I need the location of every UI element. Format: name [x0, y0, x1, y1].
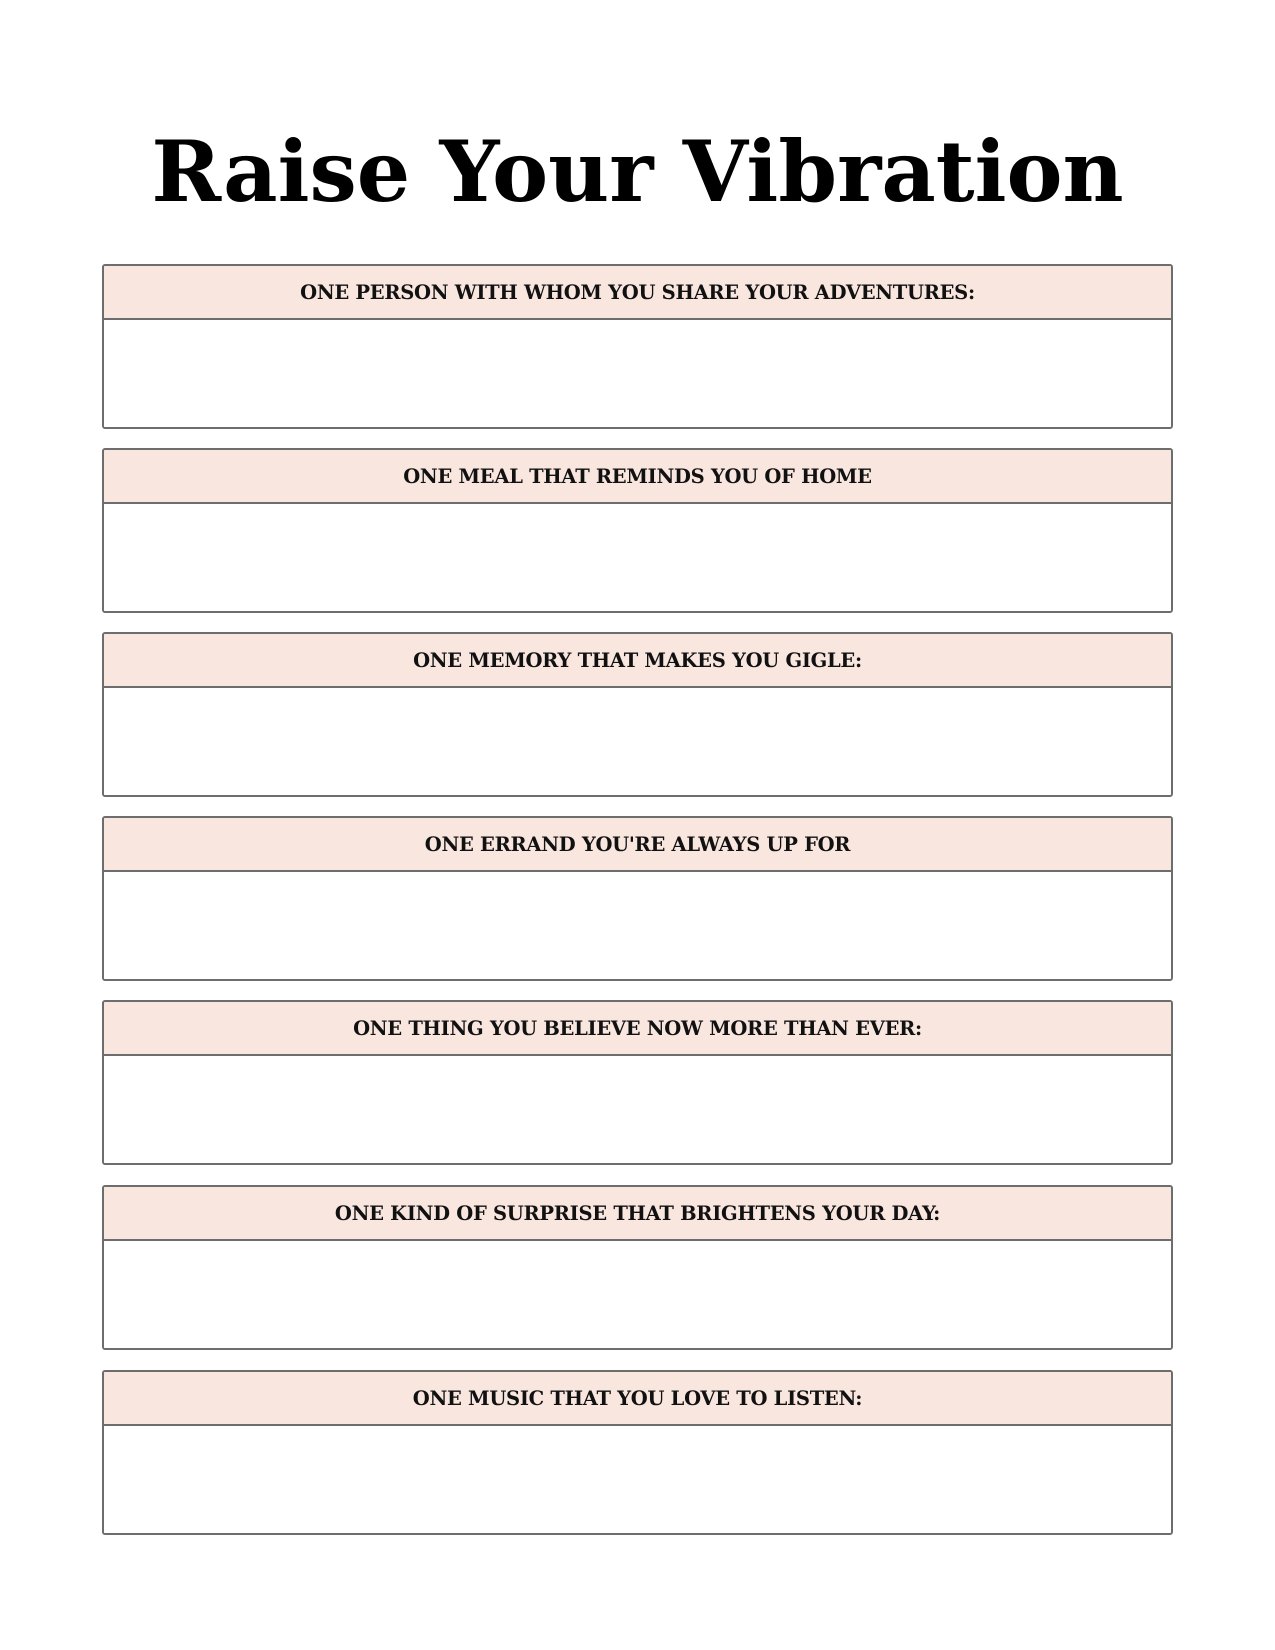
answer-field[interactable] [104, 320, 1171, 427]
prompt-card-errand [102, 816, 1173, 981]
prompt-list [102, 264, 1173, 1554]
prompt-label: ONE THING YOU BELIEVE NOW MORE THAN EVER: [353, 1016, 922, 1040]
prompt-header [104, 450, 1171, 504]
prompt-label: ONE MUSIC THAT YOU LOVE TO LISTEN: [412, 1386, 863, 1410]
prompt-header [104, 1187, 1171, 1241]
prompt-header [104, 634, 1171, 688]
answer-field[interactable] [104, 504, 1171, 611]
prompt-card-belief [102, 1000, 1173, 1165]
prompt-card-memory-giggle [102, 632, 1173, 797]
page-title: Raise Your Vibration [151, 122, 1124, 221]
prompt-label: ONE PERSON WITH WHOM YOU SHARE YOUR ADVENTURES: [300, 280, 975, 304]
prompt-header [104, 266, 1171, 320]
prompt-label: ONE KIND OF SURPRISE THAT BRIGHTENS YOUR DAY: [334, 1201, 941, 1225]
prompt-label: ONE ERRAND YOU'RE ALWAYS UP FOR [424, 832, 851, 856]
prompt-card-surprise [102, 1185, 1173, 1350]
prompt-card-meal-home [102, 448, 1173, 613]
prompt-label: ONE MEMORY THAT MAKES YOU GIGLE: [413, 648, 862, 672]
prompt-header [104, 1002, 1171, 1056]
prompt-card-shared-adventures [102, 264, 1173, 429]
answer-field[interactable] [104, 688, 1171, 795]
prompt-header [104, 1372, 1171, 1426]
prompt-label: ONE MEAL THAT REMINDS YOU OF HOME [403, 464, 872, 488]
answer-field[interactable] [104, 1056, 1171, 1163]
prompt-card-music [102, 1370, 1173, 1535]
prompt-header [104, 818, 1171, 872]
answer-field[interactable] [104, 872, 1171, 979]
answer-field[interactable] [104, 1426, 1171, 1533]
answer-field[interactable] [104, 1241, 1171, 1348]
